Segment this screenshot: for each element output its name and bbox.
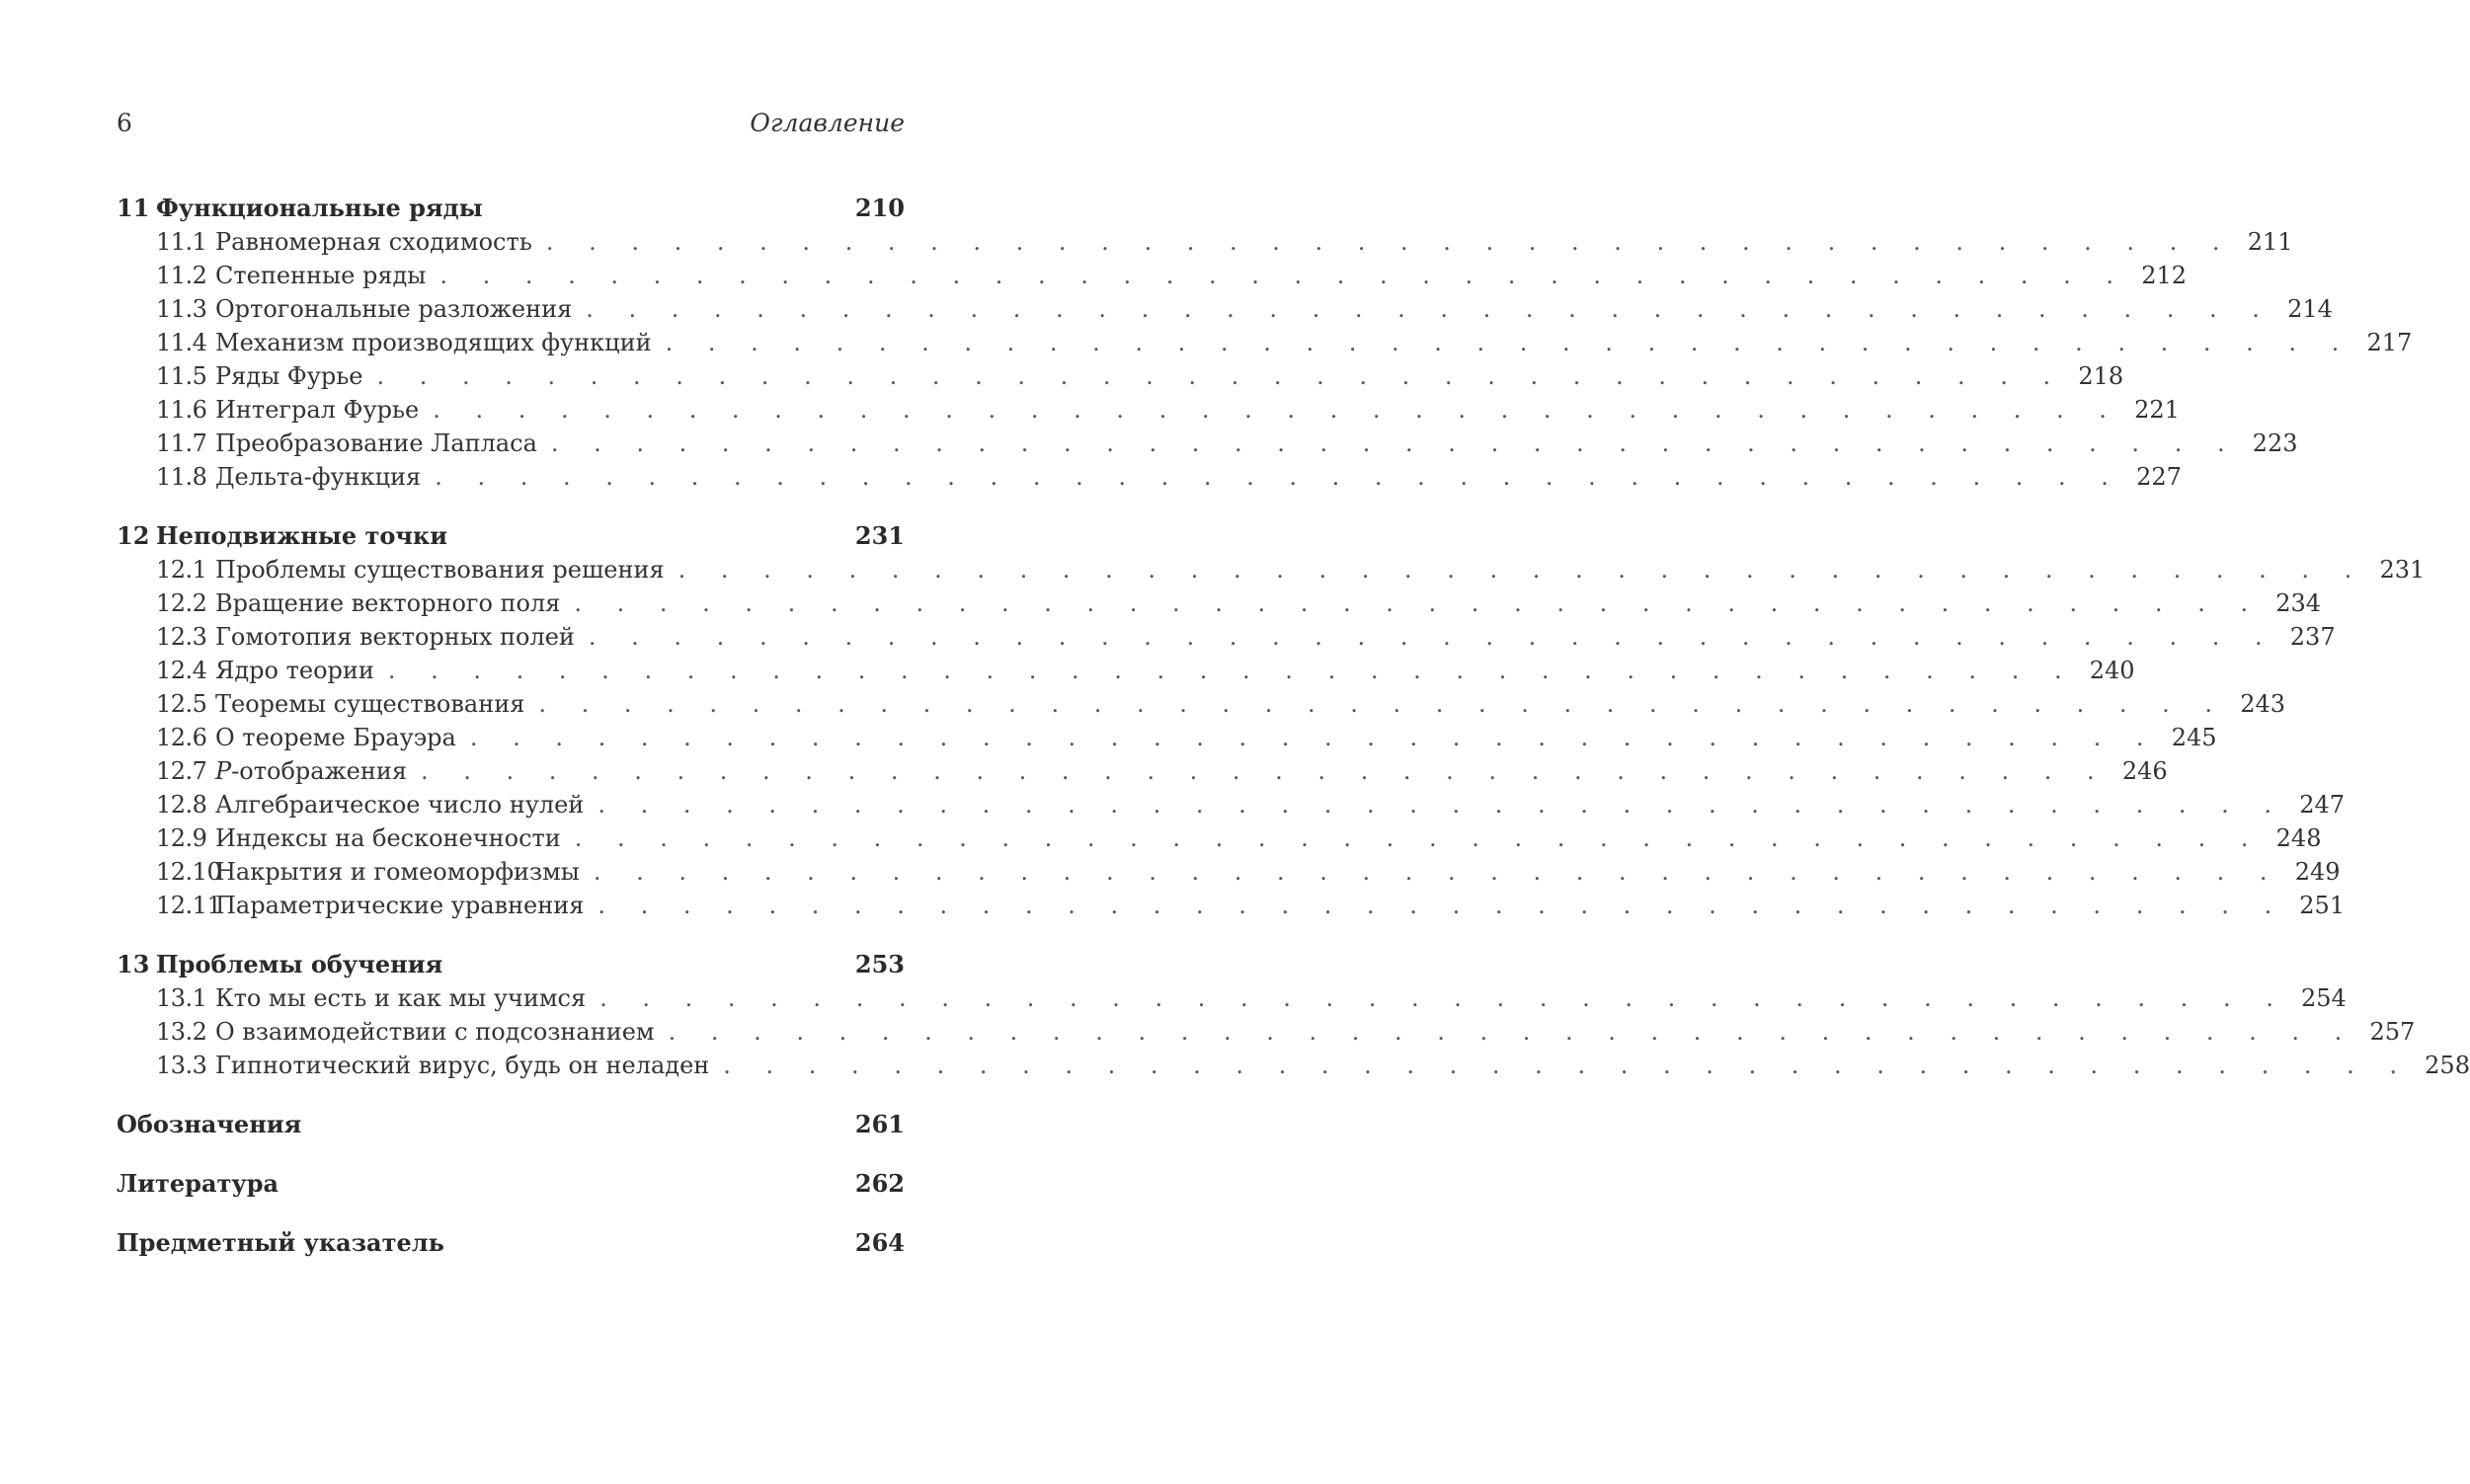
chapter-number: 11	[117, 194, 150, 222]
section-title-text: Вращение векторного поля	[215, 589, 561, 617]
section-title-text: Ядро теории	[215, 657, 374, 684]
toc-back-matter	[117, 1226, 905, 1260]
section-number: 12.1	[156, 556, 207, 584]
section-page: 234	[2275, 589, 2322, 617]
section-title-italic: P	[215, 757, 232, 785]
section-page: 247	[2299, 791, 2345, 819]
section-page: 245	[2171, 724, 2217, 751]
section-number: 11.4	[156, 329, 207, 356]
section-title	[215, 754, 407, 788]
toc-section-entry[interactable]	[117, 553, 2426, 586]
dot-leader: . . . . . . . . . . . . . . . . . . . . . . . . . . . . . . . . . . . . . . . .	[599, 984, 2287, 1012]
section-page: 214	[2287, 295, 2333, 323]
section-title	[215, 259, 426, 292]
section-title	[215, 981, 586, 1015]
running-head	[117, 109, 905, 156]
dot-leader: . . . . . . . . . . . . . . . . . . . . . . . . . . . . . . . . . . . . . . . .	[668, 1018, 2356, 1046]
section-title	[215, 460, 421, 494]
toc-section-entry[interactable]	[117, 292, 2333, 326]
toc-section-entry[interactable]	[117, 393, 2180, 427]
section-page: 218	[2078, 362, 2124, 390]
back-matter-title: Предметный указатель	[117, 1228, 444, 1257]
section-title	[215, 855, 580, 889]
section-title	[215, 620, 575, 654]
section-number: 11.5	[156, 362, 207, 390]
back-matter-page: 261	[854, 1110, 905, 1138]
back-matter-title: Обозначения	[117, 1110, 302, 1138]
chapter-number: 13	[117, 950, 150, 978]
chapter-heading[interactable]	[117, 948, 905, 981]
section-title-text: Гипнотический вирус, будь он неладен	[215, 1052, 710, 1079]
back-matter-title: Литература	[117, 1169, 279, 1198]
section-number: 12.4	[156, 657, 207, 684]
section-page: 246	[2121, 757, 2168, 785]
section-number: 12.8	[156, 791, 207, 819]
section-title	[215, 1015, 655, 1049]
toc-section-entry[interactable]	[117, 889, 2346, 922]
section-page: 231	[2379, 556, 2426, 584]
section-title-text: Равномерная сходимость	[215, 228, 532, 256]
section-title	[215, 326, 652, 359]
section-page: 212	[2141, 262, 2188, 289]
section-number: 11.3	[156, 295, 207, 323]
dot-leader: . . . . . . . . . . . . . . . . . . . . . . . . . . . . . . . . . . . . . . . .	[420, 757, 2109, 785]
dot-leader: . . . . . . . . . . . . . . . . . . . . . . . . . . . . . . . . . . . . . . . .	[550, 430, 2239, 457]
section-number: 12.2	[156, 589, 207, 617]
dot-leader: . . . . . . . . . . . . . . . . . . . . . . . . . . . . . . . . . . . . . . . .	[433, 396, 2120, 424]
back-matter-heading[interactable]	[117, 1226, 905, 1260]
dot-leader: . . . . . . . . . . . . . . . . . . . . . . . . . . . . . . . . . . . . . . . .	[545, 228, 2234, 256]
section-title-text: О взаимодействии с подсознанием	[215, 1018, 655, 1046]
section-title	[215, 654, 374, 687]
toc-section-entry[interactable]	[117, 460, 2182, 494]
section-title	[215, 821, 561, 855]
section-title	[215, 1049, 709, 1082]
section-title	[215, 721, 456, 754]
chapter-page: 253	[854, 950, 905, 978]
section-number: 12.5	[156, 690, 207, 718]
section-page: 217	[2366, 329, 2413, 356]
section-number: 13.1	[156, 984, 207, 1012]
dot-leader: . . . . . . . . . . . . . . . . . . . . . . . . . . . . . . . . . . . . . . . .	[574, 589, 2263, 617]
toc-section-entry[interactable]	[117, 654, 2135, 687]
section-number: 11.1	[156, 228, 207, 256]
section-page: 248	[2275, 824, 2322, 852]
dot-leader: . . . . . . . . . . . . . . . . . . . . . . . . . . . . . . . . . . . . . . . .	[588, 623, 2276, 651]
toc-section-entry[interactable]	[117, 687, 2286, 721]
back-matter-page: 262	[854, 1169, 905, 1198]
toc-section-entry[interactable]	[117, 788, 2345, 821]
section-title-text: Ортогональные разложения	[215, 295, 573, 323]
section-number: 12.6	[156, 724, 207, 751]
chapter-heading[interactable]	[117, 519, 905, 553]
toc-section-entry[interactable]	[117, 721, 2217, 754]
section-page: 243	[2240, 690, 2286, 718]
section-title-text: Индексы на бесконечности	[215, 824, 561, 852]
section-page: 211	[2247, 228, 2293, 256]
section-page: 254	[2301, 984, 2347, 1012]
section-title	[215, 292, 572, 326]
section-title-text: Алгебраическое число нулей	[215, 791, 585, 819]
section-title	[215, 889, 584, 922]
section-title	[215, 687, 524, 721]
toc-section-entry[interactable]	[117, 225, 2293, 259]
section-title-text: Кто мы есть и как мы учимся	[215, 984, 587, 1012]
toc-section-entry[interactable]	[117, 427, 2298, 460]
section-number: 13.3	[156, 1052, 207, 1079]
dot-leader: . . . . . . . . . . . . . . . . . . . . . . . . . . . . . . . . . . . . . . . .	[574, 824, 2263, 852]
dot-leader: . . . . . . . . . . . . . . . . . . . . . . . . . . . . . . . . . . . . . . . .	[593, 858, 2281, 886]
toc-chapter	[117, 519, 2426, 922]
section-title-text: Степенные ряды	[215, 262, 427, 289]
section-page: 223	[2252, 430, 2298, 457]
dot-leader: . . . . . . . . . . . . . . . . . . . . . . . . . . . . . . . . . . . . . . . .	[469, 724, 2158, 751]
section-page: 221	[2134, 396, 2180, 424]
section-title-text: Накрытия и гомеоморфизмы	[215, 858, 580, 886]
section-title	[215, 553, 665, 586]
section-page: 240	[2089, 657, 2135, 684]
table-of-contents	[117, 192, 2470, 1260]
section-page: 227	[2136, 463, 2182, 491]
section-number: 12.9	[156, 824, 207, 852]
section-number: 11.6	[156, 396, 207, 424]
section-number: 12.10	[156, 858, 222, 886]
chapter-title: Неподвижные точки	[156, 521, 448, 550]
section-title-text: -отображения	[231, 757, 407, 785]
dot-leader: . . . . . . . . . . . . . . . . . . . . . . . . . . . . . . . . . . . . . . . .	[387, 657, 2076, 684]
dot-leader: . . . . . . . . . . . . . . . . . . . . . . . . . . . . . . . . . . . . . . . .	[723, 1052, 2411, 1079]
section-page: 258	[2425, 1052, 2470, 1079]
section-title	[215, 225, 532, 259]
back-matter-page: 264	[854, 1228, 905, 1257]
back-matter-heading[interactable]	[117, 1108, 905, 1141]
section-title	[215, 427, 537, 460]
toc-back-matter	[117, 1167, 905, 1201]
toc-section-entry[interactable]	[117, 821, 2322, 855]
running-title: Оглавление	[750, 109, 905, 137]
toc-section-entry[interactable]	[117, 981, 2347, 1015]
section-title-text: Проблемы существования решения	[215, 556, 665, 584]
section-title	[215, 788, 584, 821]
section-title-text: Ряды Фурье	[215, 362, 363, 390]
chapter-number: 12	[117, 521, 150, 550]
section-number: 12.3	[156, 623, 207, 651]
dot-leader: . . . . . . . . . . . . . . . . . . . . . . . . . . . . . . . . . . . . . . . .	[439, 262, 2128, 289]
section-page: 251	[2299, 892, 2346, 919]
section-title	[215, 586, 560, 620]
dot-leader: . . . . . . . . . . . . . . . . . . . . . . . . . . . . . . . . . . . . . . . .	[435, 463, 2122, 491]
section-number: 11.7	[156, 430, 207, 457]
toc-chapter	[117, 948, 2470, 1082]
section-page: 249	[2294, 858, 2341, 886]
section-title-text: Параметрические уравнения	[215, 892, 585, 919]
section-title	[215, 393, 419, 427]
chapter-title: Проблемы обучения	[156, 950, 443, 978]
toc-section-entry[interactable]	[117, 1049, 2470, 1082]
dot-leader: . . . . . . . . . . . . . . . . . . . . . . . . . . . . . . . . . . . . . . . .	[677, 556, 2366, 584]
dot-leader: . . . . . . . . . . . . . . . . . . . . . . . . . . . . . . . . . . . . . . . .	[598, 791, 2285, 819]
toc-section-entry[interactable]	[117, 359, 2124, 393]
chapter-title: Функциональные ряды	[156, 194, 483, 222]
back-matter-heading[interactable]	[117, 1167, 905, 1201]
section-title-text: О теореме Брауэра	[215, 724, 456, 751]
section-number: 12.11	[156, 892, 222, 919]
section-title-text: Преобразование Лапласа	[215, 430, 537, 457]
toc-section-entry[interactable]	[117, 620, 2336, 654]
dot-leader: . . . . . . . . . . . . . . . . . . . . . . . . . . . . . . . . . . . . . . . .	[586, 295, 2273, 323]
section-number: 13.2	[156, 1018, 207, 1046]
page-number: 6	[117, 109, 132, 137]
toc-chapter	[117, 192, 2413, 494]
dot-leader: . . . . . . . . . . . . . . . . . . . . . . . . . . . . . . . . . . . . . . . .	[538, 690, 2227, 718]
section-number: 11.8	[156, 463, 207, 491]
toc-section-entry[interactable]	[117, 326, 2413, 359]
toc-section-entry[interactable]	[117, 259, 2188, 292]
section-title-text: Механизм производящих функций	[215, 329, 652, 356]
section-title-text: Дельта-функция	[215, 463, 422, 491]
dot-leader: . . . . . . . . . . . . . . . . . . . . . . . . . . . . . . . . . . . . . . . .	[665, 329, 2353, 356]
chapter-heading[interactable]	[117, 192, 905, 225]
dot-leader: . . . . . . . . . . . . . . . . . . . . . . . . . . . . . . . . . . . . . . . .	[376, 362, 2065, 390]
toc-section-entry[interactable]	[117, 586, 2322, 620]
section-title	[215, 359, 362, 393]
section-page: 257	[2369, 1018, 2416, 1046]
dot-leader: . . . . . . . . . . . . . . . . . . . . . . . . . . . . . . . . . . . . . . . .	[598, 892, 2286, 919]
toc-page	[117, 109, 2470, 1286]
section-number: 12.7	[156, 757, 207, 785]
toc-section-entry[interactable]	[117, 855, 2341, 889]
toc-back-matter	[117, 1108, 905, 1141]
section-title-text: Интеграл Фурье	[215, 396, 420, 424]
section-title-text: Теоремы существования	[215, 690, 525, 718]
chapter-page: 231	[854, 521, 905, 550]
section-page: 237	[2289, 623, 2336, 651]
section-title-text: Гомотопия векторных полей	[215, 623, 575, 651]
toc-section-entry[interactable]	[117, 1015, 2416, 1049]
chapter-page: 210	[854, 194, 905, 222]
section-number: 11.2	[156, 262, 207, 289]
toc-section-entry[interactable]	[117, 754, 2168, 788]
